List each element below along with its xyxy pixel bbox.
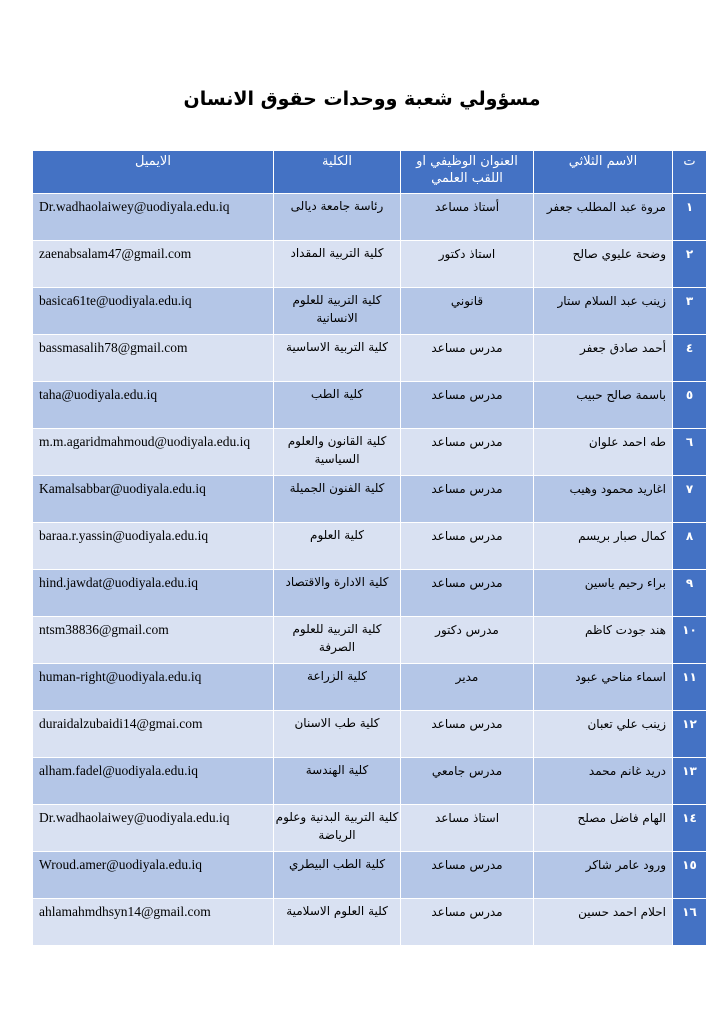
row-number-cell: ١١: [673, 664, 707, 711]
college-cell: كلية التربية للعلوم الصرفة: [274, 617, 401, 664]
row-number-cell: ١٤: [673, 805, 707, 852]
job-title-cell: استاذ مساعد: [401, 805, 534, 852]
email-cell: m.m.agaridmahmoud@uodiyala.edu.iq: [33, 429, 274, 476]
name-cell: هند جودت كاظم: [534, 617, 673, 664]
table-row: [33, 617, 707, 664]
college-cell: كلية الزراعة: [274, 664, 401, 711]
name-cell: اسماء مناحي عبود: [534, 664, 673, 711]
row-number-cell: ١٢: [673, 711, 707, 758]
job-title-cell: مدرس مساعد: [401, 335, 534, 382]
name-cell: باسمة صالح حبيب: [534, 382, 673, 429]
table-row: [33, 382, 707, 429]
table-row: [33, 335, 707, 382]
row-number-cell: ١٦: [673, 899, 707, 946]
table-row: [33, 758, 707, 805]
name-cell: أحمد صادق جعفر: [534, 335, 673, 382]
email-cell: hind.jawdat@uodiyala.edu.iq: [33, 570, 274, 617]
officials-table: [32, 150, 707, 946]
row-number-cell: ٩: [673, 570, 707, 617]
row-number-cell: ٨: [673, 523, 707, 570]
email-cell: human-right@uodiyala.edu.iq: [33, 664, 274, 711]
table-row: [33, 429, 707, 476]
email-cell: alham.fadel@uodiyala.edu.iq: [33, 758, 274, 805]
email-cell: basica61te@uodiyala.edu.iq: [33, 288, 274, 335]
name-cell: وضحة عليوي صالح: [534, 241, 673, 288]
email-cell: Kamalsabbar@uodiyala.edu.iq: [33, 476, 274, 523]
job-title-cell: مدرس مساعد: [401, 899, 534, 946]
table-row: [33, 899, 707, 946]
table-row: [33, 570, 707, 617]
college-cell: كلية التربية المقداد: [274, 241, 401, 288]
table-row: [33, 288, 707, 335]
table-row: [33, 241, 707, 288]
job-title-cell: مدرس مساعد: [401, 570, 534, 617]
name-cell: زينب علي تعبان: [534, 711, 673, 758]
row-number-cell: ١٠: [673, 617, 707, 664]
job-title-cell: مدرس مساعد: [401, 711, 534, 758]
name-cell: الهام فاضل مصلح: [534, 805, 673, 852]
table-row: [33, 711, 707, 758]
college-cell: كلية العلوم: [274, 523, 401, 570]
college-cell: كلية الادارة والاقتصاد: [274, 570, 401, 617]
row-number-cell: ١: [673, 194, 707, 241]
college-cell: كلية العلوم الاسلامية: [274, 899, 401, 946]
job-title-cell: مدرس مساعد: [401, 523, 534, 570]
email-cell: taha@uodiyala.edu.iq: [33, 382, 274, 429]
college-cell: رئاسة جامعة ديالى: [274, 194, 401, 241]
college-cell: كلية التربية البدنية وعلوم الرياضة: [274, 805, 401, 852]
job-title-cell: مدرس مساعد: [401, 476, 534, 523]
name-cell: احلام احمد حسين: [534, 899, 673, 946]
job-title-cell: مدرس دكتور: [401, 617, 534, 664]
table-row: [33, 805, 707, 852]
table-body: [33, 194, 707, 946]
row-number-cell: ٤: [673, 335, 707, 382]
table-row: [33, 523, 707, 570]
college-cell: كلية الطب: [274, 382, 401, 429]
row-number-cell: ١٥: [673, 852, 707, 899]
name-cell: ورود عامر شاكر: [534, 852, 673, 899]
name-cell: طه احمد علوان: [534, 429, 673, 476]
row-number-cell: ٧: [673, 476, 707, 523]
name-cell: مروة عبد المطلب جعفر: [534, 194, 673, 241]
college-cell: كلية الفنون الجميلة: [274, 476, 401, 523]
job-title-cell: أستاذ مساعد: [401, 194, 534, 241]
column-header-college: الكلية: [274, 151, 401, 194]
job-title-cell: مدرس مساعد: [401, 429, 534, 476]
name-cell: زينب عبد السلام ستار: [534, 288, 673, 335]
email-cell: Dr.wadhaolaiwey@uodiyala.edu.iq: [33, 805, 274, 852]
email-cell: Wroud.amer@uodiyala.edu.iq: [33, 852, 274, 899]
job-title-cell: استاذ دكتور: [401, 241, 534, 288]
email-cell: baraa.r.yassin@uodiyala.edu.iq: [33, 523, 274, 570]
job-title-cell: مدرس جامعي: [401, 758, 534, 805]
row-number-cell: ٢: [673, 241, 707, 288]
table-header-row: [33, 151, 707, 194]
name-cell: براء رحيم ياسين: [534, 570, 673, 617]
name-cell: اغاريد محمود وهيب: [534, 476, 673, 523]
name-cell: كمال صبار بريسم: [534, 523, 673, 570]
job-title-cell: مدير: [401, 664, 534, 711]
email-cell: bassmasalih78@gmail.com: [33, 335, 274, 382]
email-cell: ahlamahmdhsyn14@gmail.com: [33, 899, 274, 946]
row-number-cell: ٣: [673, 288, 707, 335]
table-row: [33, 664, 707, 711]
college-cell: كلية التربية للعلوم الانسانية: [274, 288, 401, 335]
column-header-job-title: العنوان الوظيفي او اللقب العلمي: [401, 151, 534, 194]
email-cell: ntsm38836@gmail.com: [33, 617, 274, 664]
job-title-cell: قانوني: [401, 288, 534, 335]
email-cell: zaenabsalam47@gmail.com: [33, 241, 274, 288]
college-cell: كلية التربية الاساسية: [274, 335, 401, 382]
page-title: مسؤولي شعبة ووحدات حقوق الانسان: [183, 88, 541, 110]
table-row: [33, 194, 707, 241]
column-header-number: ت: [673, 151, 707, 194]
row-number-cell: ١٣: [673, 758, 707, 805]
email-cell: Dr.wadhaolaiwey@uodiyala.edu.iq: [33, 194, 274, 241]
column-header-email: الايميل: [33, 151, 274, 194]
name-cell: دريد غانم محمد: [534, 758, 673, 805]
college-cell: كلية طب الاسنان: [274, 711, 401, 758]
job-title-cell: مدرس مساعد: [401, 382, 534, 429]
college-cell: كلية القانون والعلوم السياسية: [274, 429, 401, 476]
table-row: [33, 476, 707, 523]
row-number-cell: ٥: [673, 382, 707, 429]
row-number-cell: ٦: [673, 429, 707, 476]
table-row: [33, 852, 707, 899]
college-cell: كلية الطب البيطري: [274, 852, 401, 899]
job-title-cell: مدرس مساعد: [401, 852, 534, 899]
column-header-name: الاسم الثلاثي: [534, 151, 673, 194]
college-cell: كلية الهندسة: [274, 758, 401, 805]
email-cell: duraidalzubaidi14@gmai.com: [33, 711, 274, 758]
